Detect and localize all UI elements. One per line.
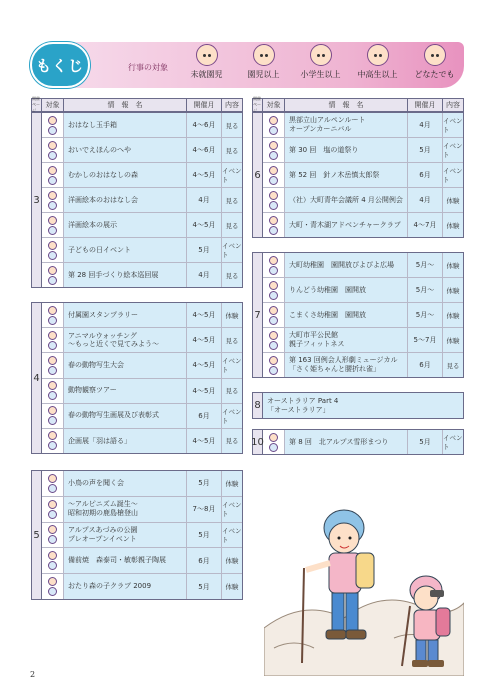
event-name: おはなし玉手箱 — [64, 113, 187, 137]
target-face-icon — [48, 587, 57, 596]
event-month: 4月 — [408, 113, 443, 137]
event-name: 備前焼 森泰司・敏彰親子陶展 — [64, 548, 187, 573]
target-icons — [42, 548, 64, 573]
table-row — [42, 303, 242, 328]
table-row — [263, 113, 463, 138]
left-section-3 — [31, 112, 243, 288]
event-month: 5月 — [187, 574, 222, 599]
event-month: 5月 — [408, 138, 443, 162]
target-face-icon — [269, 281, 278, 290]
table-row — [263, 163, 463, 188]
table-row — [42, 213, 242, 238]
left-section-4 — [31, 302, 243, 454]
event-name-line1: オーストラリア Part 4 — [267, 396, 339, 405]
section-page-label: 4 — [32, 303, 42, 453]
table-row — [263, 430, 463, 454]
event-month: 5〜7月 — [408, 328, 443, 352]
target-icons — [263, 430, 285, 454]
target-face-icon — [48, 431, 57, 440]
event-type: イベント — [222, 353, 242, 377]
target-face-icon — [269, 366, 278, 375]
left-section-5 — [31, 470, 243, 600]
event-month: 4〜5月 — [187, 303, 222, 327]
table-row — [42, 353, 242, 378]
section-page-label: 6 — [253, 113, 263, 237]
event-type: イベント — [222, 523, 242, 548]
col-page: 開催ページ — [32, 96, 40, 113]
section-page-label: 8 — [253, 393, 263, 418]
event-month: 7〜8月 — [187, 497, 222, 522]
target-face-icon — [48, 381, 57, 390]
target-face-icon — [269, 443, 278, 452]
target-face-icon — [48, 500, 57, 509]
target-face-icon — [48, 201, 57, 210]
right-table-header — [252, 98, 464, 112]
target-icons — [263, 303, 285, 327]
event-type: 体験 — [443, 328, 463, 352]
event-month: 4〜7月 — [408, 213, 443, 237]
target-face-icon — [48, 406, 57, 415]
target-icons — [42, 379, 64, 403]
event-month: 5月〜 — [408, 303, 443, 327]
event-name-line1: 第 163 回例会人形劇ミュージカル — [289, 356, 398, 365]
target-icons — [42, 429, 64, 453]
target-face-icon — [48, 166, 57, 175]
target-face-icon — [269, 141, 278, 150]
target-icons — [263, 163, 285, 187]
section-page-label: 3 — [32, 113, 42, 287]
event-name — [285, 113, 408, 137]
table-row — [263, 328, 463, 353]
col-target: 対象 — [42, 99, 64, 111]
event-name: 動物観察ツアー — [64, 379, 187, 403]
target-legend-title: 行事の対象 — [128, 63, 168, 72]
table-row — [263, 188, 463, 213]
event-name: 第 28 回手づくり絵本巡回展 — [64, 263, 187, 287]
event-name: 第 30 回 塩の道祭り — [285, 138, 408, 162]
event-month: 4月 — [187, 263, 222, 287]
toddler-icon — [196, 44, 218, 66]
target-icons — [42, 263, 64, 287]
event-name-line2: 「オーストラリア」 — [267, 405, 330, 414]
event-month: 5月 — [187, 238, 222, 262]
table-row — [42, 113, 242, 138]
target-face-icon — [48, 366, 57, 375]
event-month: 6月 — [408, 163, 443, 187]
table-row — [42, 548, 242, 574]
target-icons — [263, 213, 285, 237]
event-name-line2: 昭和初期の鹿島槍登山 — [68, 509, 138, 518]
target-icons — [42, 404, 64, 428]
target-face-icon — [48, 191, 57, 200]
event-name: おたり森の子クラブ 2009 — [64, 574, 187, 599]
kindergartener-icon — [253, 44, 275, 66]
target-face-icon — [48, 484, 57, 493]
toc-header — [30, 42, 464, 88]
event-month: 4〜5月 — [187, 163, 222, 187]
event-name-line2: プレオープンイベント — [68, 534, 137, 543]
target-face-icon — [48, 551, 57, 560]
target-icons — [42, 574, 64, 599]
event-type: 体験 — [443, 278, 463, 302]
event-name-line1: アニマルウォッチング — [68, 331, 137, 340]
event-name: 大町・青木湖アドベンチャークラブ — [285, 213, 408, 237]
hikers-illustration — [264, 498, 464, 676]
col-month: 開催月 — [408, 99, 443, 111]
target-face-icon — [48, 441, 57, 450]
toc-title: もくじ — [30, 42, 90, 88]
event-name: こまくさ幼稚園 園開放 — [285, 303, 408, 327]
target-face-icon — [48, 474, 57, 483]
table-row — [42, 263, 242, 287]
target-face-icon — [269, 356, 278, 365]
target-icons — [42, 497, 64, 522]
target-face-icon — [48, 216, 57, 225]
target-face-icon — [269, 201, 278, 210]
event-name: 子どもの日イベント — [64, 238, 187, 262]
target-face-icon — [48, 356, 57, 365]
event-month: 5月〜 — [408, 278, 443, 302]
target-face-icon — [269, 151, 278, 160]
target-icons — [263, 328, 285, 352]
event-type: 体験 — [443, 188, 463, 212]
event-type: イベント — [222, 163, 242, 187]
event-month: 4月 — [187, 188, 222, 212]
target-face-icon — [48, 510, 57, 519]
table-row — [42, 574, 242, 599]
table-row — [263, 138, 463, 163]
target-face-icon — [48, 391, 57, 400]
event-type: 体験 — [443, 253, 463, 277]
table-row — [42, 238, 242, 263]
event-name — [263, 393, 463, 418]
event-name: 付属園スタンプラリー — [64, 303, 187, 327]
event-name-line1: 大町市平公民館 — [289, 331, 338, 340]
target-face-icon — [48, 561, 57, 570]
target-icons — [42, 523, 64, 548]
event-name-line2: 〜もっと近くで見てみよう〜 — [68, 340, 159, 349]
event-name — [64, 497, 187, 522]
target-face-icon — [269, 116, 278, 125]
target-cat-0: 未就園児 — [178, 44, 235, 88]
event-type: 体験 — [443, 303, 463, 327]
target-face-icon — [269, 316, 278, 325]
event-name: 企画展「羽は語る」 — [64, 429, 187, 453]
table-row — [263, 278, 463, 303]
target-icons — [42, 303, 64, 327]
target-face-icon — [48, 266, 57, 275]
target-legend — [178, 44, 463, 88]
event-month: 5月 — [187, 523, 222, 548]
col-month: 開催月 — [187, 99, 222, 111]
target-face-icon — [269, 266, 278, 275]
target-face-icon — [269, 226, 278, 235]
table-row — [263, 393, 463, 418]
target-icons — [42, 138, 64, 162]
target-cat-4: どなたでも — [406, 44, 463, 88]
table-row — [263, 353, 463, 377]
section-page-label: 5 — [32, 471, 42, 599]
target-face-icon — [48, 141, 57, 150]
target-face-icon — [269, 176, 278, 185]
table-row — [42, 163, 242, 188]
event-month: 4〜5月 — [187, 353, 222, 377]
event-type: 体験 — [222, 471, 242, 496]
event-month: 4月 — [408, 188, 443, 212]
target-face-icon — [48, 416, 57, 425]
event-name-line2: 「さく姫ちゃんと腰折れ雀」 — [289, 365, 380, 373]
event-month: 4〜6月 — [187, 113, 222, 137]
col-page: 開催ページ — [253, 96, 261, 113]
target-icons — [42, 471, 64, 496]
left-table-header — [31, 98, 243, 112]
event-name — [285, 328, 408, 352]
table-row — [42, 523, 242, 549]
target-face-icon — [269, 216, 278, 225]
target-icons — [42, 328, 64, 352]
table-row — [42, 404, 242, 429]
target-face-icon — [269, 331, 278, 340]
target-face-icon — [48, 116, 57, 125]
target-face-icon — [48, 251, 57, 260]
event-type: イベント — [443, 430, 463, 454]
event-type: 見る — [222, 138, 242, 162]
event-type: 見る — [222, 379, 242, 403]
event-month: 5月 — [408, 430, 443, 454]
target-icons — [263, 138, 285, 162]
event-name-line1: アルプスあづみの公園 — [68, 526, 138, 535]
event-type: イベント — [222, 404, 242, 428]
section-page-label: 7 — [253, 253, 263, 377]
event-name-line2: オープンカーニバル — [289, 125, 352, 133]
event-name: 第 52 回 針ノ木岳慎太郎祭 — [285, 163, 408, 187]
target-face-icon — [48, 316, 57, 325]
target-face-icon — [269, 256, 278, 265]
event-month: 6月 — [408, 353, 443, 377]
target-cat-3: 中高生以上 — [349, 44, 406, 88]
table-row — [42, 429, 242, 453]
everyone-icon — [424, 44, 446, 66]
right-section-6 — [252, 112, 464, 238]
event-type: 体験 — [222, 574, 242, 599]
event-type: 見る — [222, 328, 242, 352]
table-row — [42, 497, 242, 523]
target-face-icon — [269, 291, 278, 300]
event-name: 小鳥の声を聞く会 — [64, 471, 187, 496]
event-type: 見る — [222, 188, 242, 212]
target-icons — [263, 278, 285, 302]
event-month: 4〜5月 — [187, 213, 222, 237]
event-type: イベント — [443, 138, 463, 162]
event-type: 体験 — [222, 548, 242, 573]
table-row — [263, 303, 463, 328]
target-icons — [263, 353, 285, 377]
target-face-icon — [269, 306, 278, 315]
target-icons — [42, 113, 64, 137]
event-type: 体験 — [443, 213, 463, 237]
target-face-icon — [48, 577, 57, 586]
col-name: 情 報 名 — [64, 99, 187, 111]
target-face-icon — [48, 151, 57, 160]
event-month: 6月 — [187, 548, 222, 573]
table-row — [42, 188, 242, 213]
event-month: 6月 — [187, 404, 222, 428]
event-name: りんどう幼稚園 園開放 — [285, 278, 408, 302]
target-face-icon — [48, 306, 57, 315]
target-face-icon — [269, 126, 278, 135]
event-name: 春の動物写生画展及び表彰式 — [64, 404, 187, 428]
target-face-icon — [48, 276, 57, 285]
col-type: 内容 — [446, 101, 460, 109]
event-type: 見る — [222, 113, 242, 137]
right-section-10 — [252, 429, 464, 455]
target-icons — [42, 238, 64, 262]
table-row — [263, 253, 463, 278]
event-type: 見る — [222, 213, 242, 237]
event-name: むかしのおはなしの森 — [64, 163, 187, 187]
target-icons — [42, 163, 64, 187]
target-face-icon — [48, 535, 57, 544]
event-name — [285, 353, 408, 377]
col-name: 情 報 名 — [285, 99, 408, 111]
event-name: 大町幼稚園 園開放ぴよぴよ広場 — [285, 253, 408, 277]
table-row — [263, 213, 463, 237]
target-icons — [42, 188, 64, 212]
table-row — [42, 471, 242, 497]
event-name-line1: 黒部立山アルペンルート — [289, 116, 366, 125]
col-type: 内容 — [225, 101, 239, 109]
target-icons — [263, 113, 285, 137]
target-face-icon — [269, 166, 278, 175]
event-name: 第 8 回 北アルプス雪形まつり — [285, 430, 408, 454]
teen-icon — [367, 44, 389, 66]
target-face-icon — [269, 433, 278, 442]
event-name-line1: 〜アルピニズム誕生〜 — [68, 500, 138, 509]
event-type: 見る — [443, 353, 463, 377]
event-month: 5月 — [187, 471, 222, 496]
event-type: イベント — [222, 497, 242, 522]
event-name: （社）大町青年会議所 4 月公開例会 — [285, 188, 408, 212]
target-face-icon — [269, 341, 278, 350]
target-icons — [263, 253, 285, 277]
right-section-7 — [252, 252, 464, 378]
event-month: 4〜5月 — [187, 429, 222, 453]
col-target: 対象 — [263, 99, 285, 111]
table-row — [42, 138, 242, 163]
target-face-icon — [48, 525, 57, 534]
event-type: イベント — [443, 113, 463, 137]
table-row — [42, 379, 242, 404]
event-name — [64, 328, 187, 352]
target-face-icon — [48, 331, 57, 340]
event-name: 洋画絵本の展示 — [64, 213, 187, 237]
target-face-icon — [48, 126, 57, 135]
target-cat-1: 園児以上 — [235, 44, 292, 88]
target-face-icon — [48, 241, 57, 250]
event-name: 春の動物写生大会 — [64, 353, 187, 377]
section-page-label: 10 — [253, 430, 263, 454]
target-icons — [42, 213, 64, 237]
event-type: イベント — [443, 163, 463, 187]
event-type: 見る — [222, 429, 242, 453]
right-section-8 — [252, 392, 464, 419]
event-type: イベント — [222, 238, 242, 262]
event-name-line2: 親子フィットネス — [289, 340, 345, 348]
event-month: 4〜5月 — [187, 328, 222, 352]
target-cat-2: 小学生以上 — [292, 44, 349, 88]
target-icons — [42, 353, 64, 377]
event-name: 洋画絵本のおはなし会 — [64, 188, 187, 212]
target-face-icon — [48, 341, 57, 350]
event-name — [64, 523, 187, 548]
table-row — [42, 328, 242, 353]
elementary-icon — [310, 44, 332, 66]
event-month: 5月〜 — [408, 253, 443, 277]
event-name: おいでえほんのへや — [64, 138, 187, 162]
target-icons — [263, 188, 285, 212]
event-type: 体験 — [222, 303, 242, 327]
event-month: 4〜5月 — [187, 379, 222, 403]
event-type: 見る — [222, 263, 242, 287]
target-face-icon — [48, 226, 57, 235]
event-month: 4〜6月 — [187, 138, 222, 162]
target-face-icon — [48, 176, 57, 185]
target-face-icon — [269, 191, 278, 200]
page-number: 2 — [30, 670, 36, 679]
